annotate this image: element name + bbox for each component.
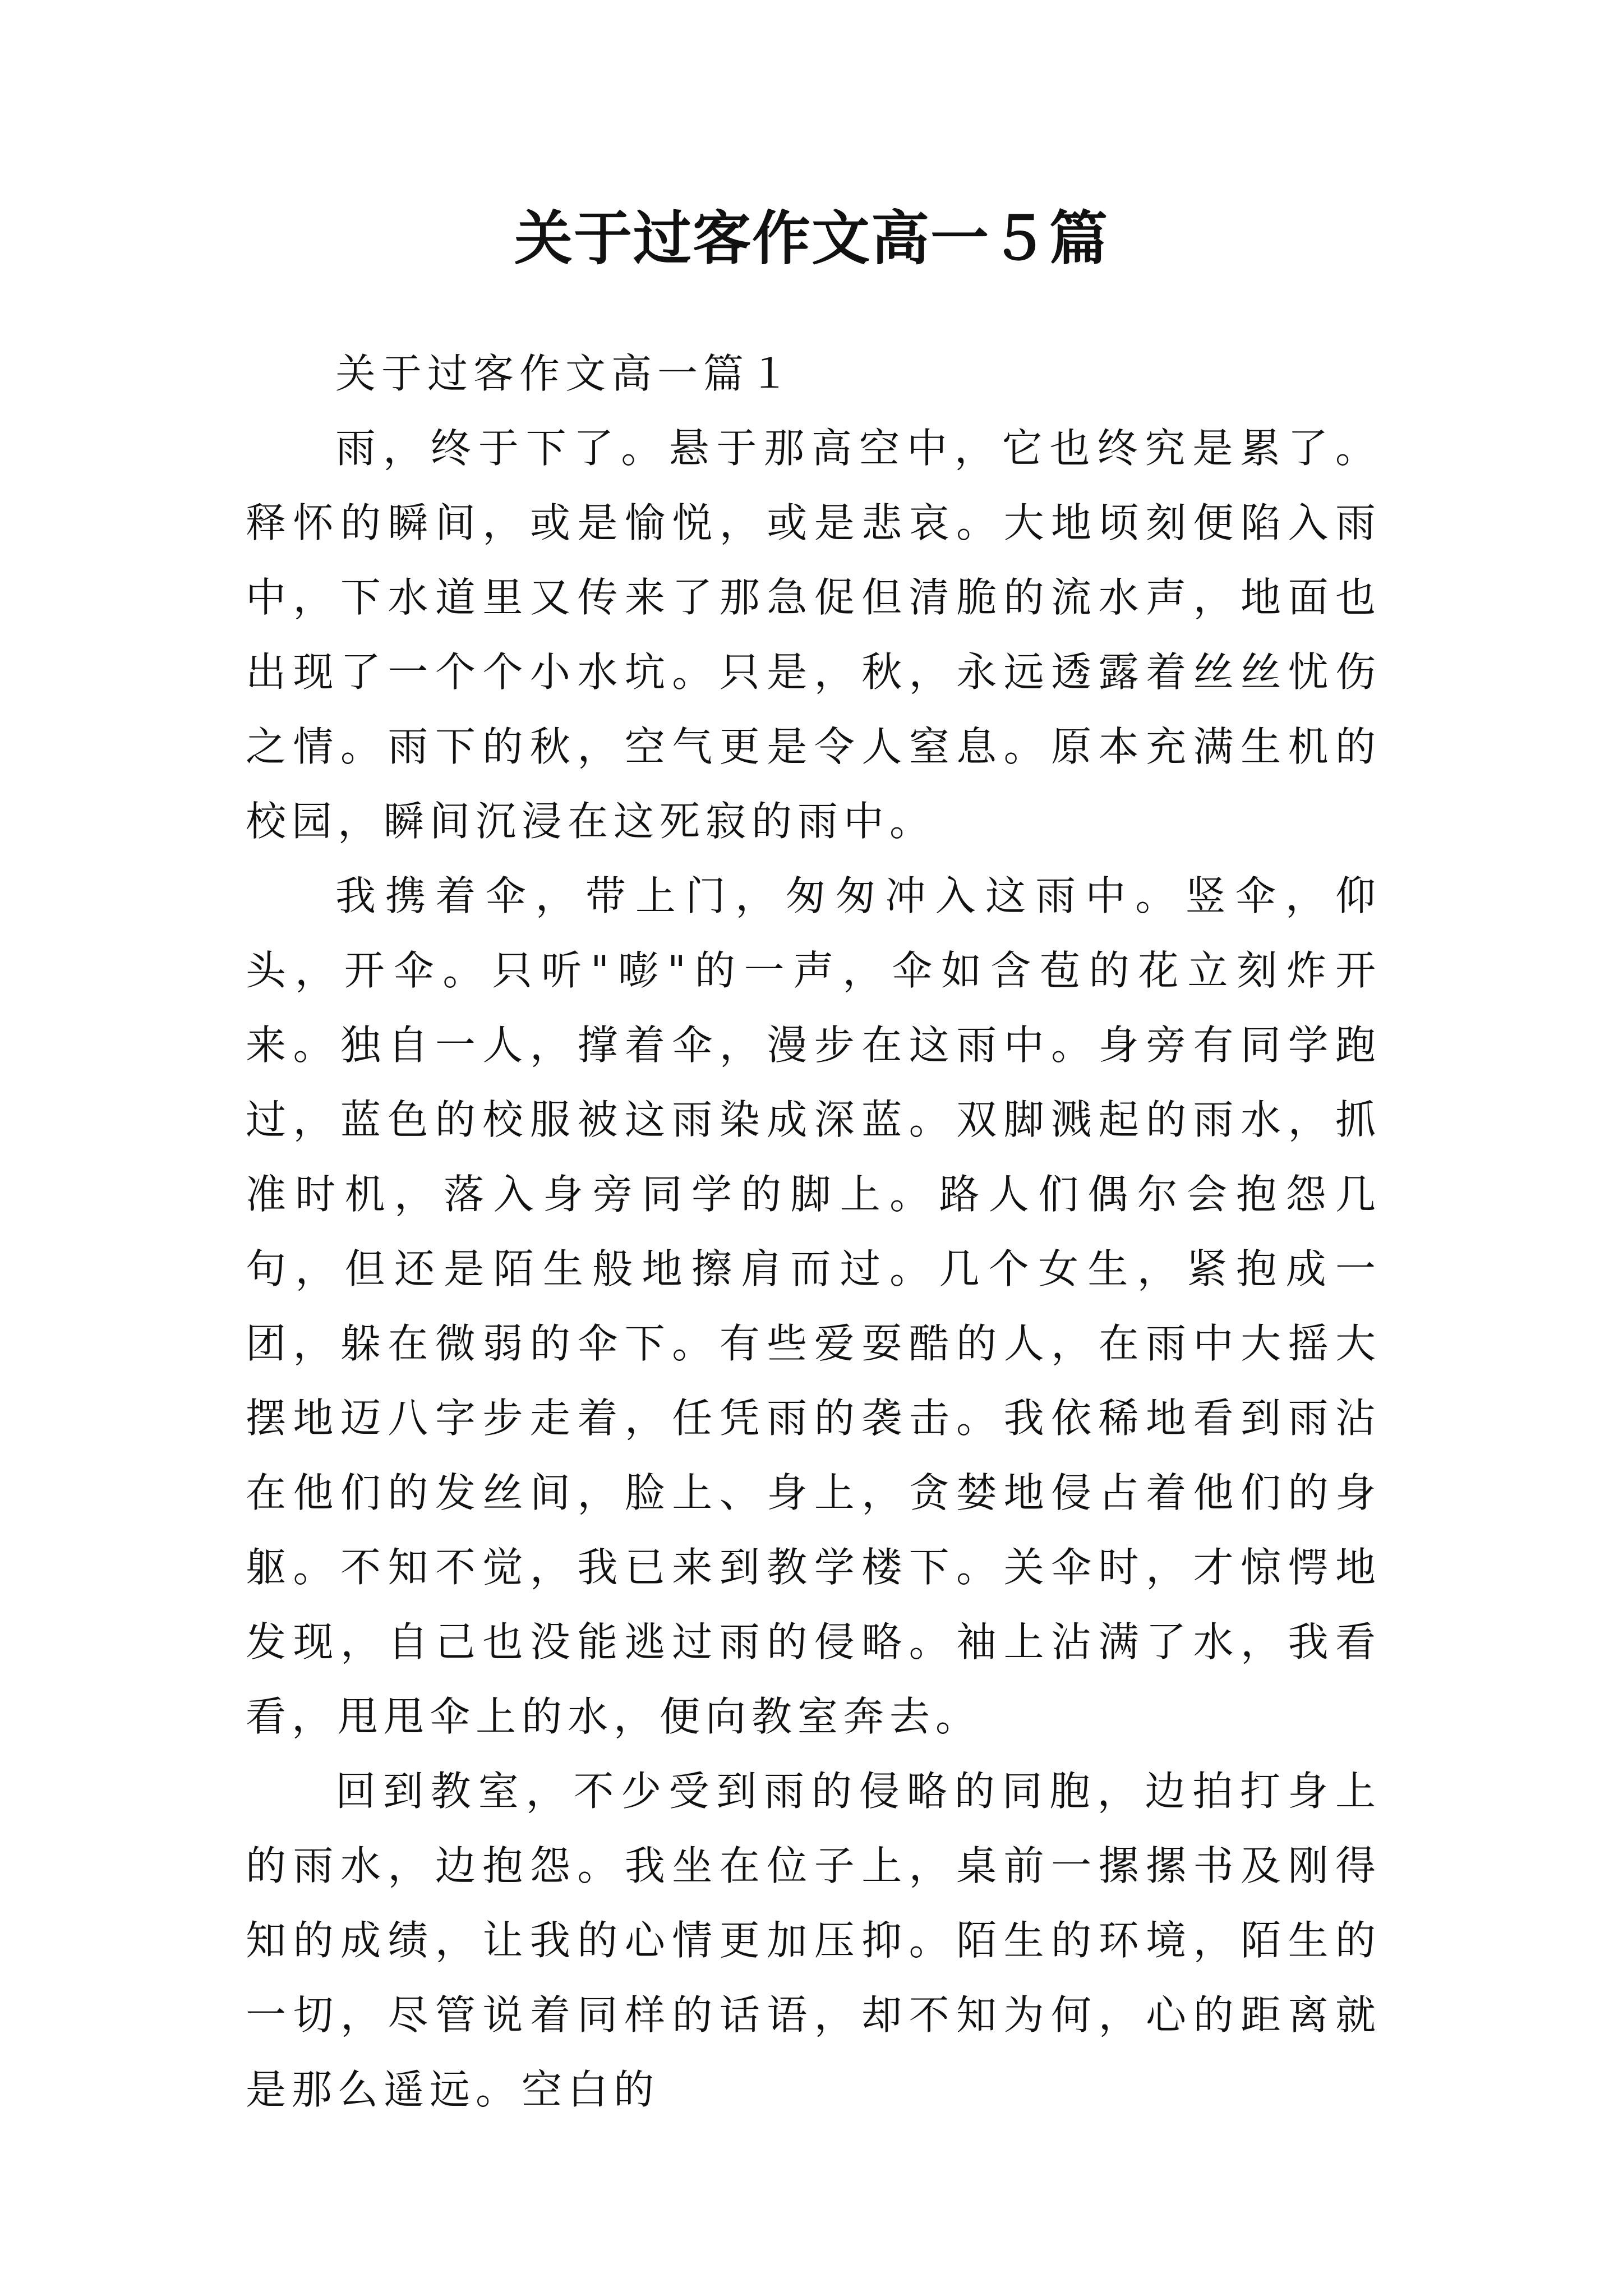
- paragraph-2: 我携着伞，带上门，匆匆冲入这雨中。竖伞，仰头，开伞。只听"嘭"的一声，伞如含苞的花立刻炸开来。独自一人，撑着伞，漫步在这雨中。身旁有同学跑过，蓝色的校服被这雨染成深蓝。双脚溅起的雨水，抓准时机，落入身旁同学的脚上。路人们偶尔会抱怨几句，但还是陌生般地擦肩而过。几个女生，紧抱成一团，躲在微弱的伞下。有些爱耍酷的人，在雨中大摇大摆地迈八字步走着，任凭雨的袭击。我依稀地看到雨沾在他们的发丝间，脸上、身上，贪婪地侵占着他们的身躯。不知不觉，我已来到教学楼下。关伞时，才惊愕地发现，自己也没能逃过雨的侵略。袖上沾满了水，我看看，甩甩伞上的水，便向教室奔去。: [246, 872, 1381, 1740]
- paragraph-1: 雨，终于下了。悬于那高空中，它也终究是累了。释怀的瞬间，或是愉悦，或是悲哀。大地顷刻便陷入雨中，下水道里又传来了那急促但清脆的流水声，地面也出现了一个个小水坑。只是，秋，永远透露着丝丝忧伤之情。雨下的秋，空气更是令人窒息。原本充满生机的校园，瞬间沉浸在这死寂的雨中。: [246, 425, 1381, 845]
- document-title: 关于过客作文高一５篇: [514, 204, 1109, 273]
- section-heading: 关于过客作文高一篇１: [335, 350, 796, 397]
- document-body: [246, 337, 1381, 2127]
- paragraph-3: 回到教室，不少受到雨的侵略的同胞，边拍打身上的雨水，边抱怨。我坐在位子上，桌前一摞摞书及刚得知的成绩，让我的心情更加压抑。陌生的环境，陌生的一切，尽管说着同样的话语，却不知为何，心的距离就是那么遥远。空白的: [246, 1768, 1381, 2113]
